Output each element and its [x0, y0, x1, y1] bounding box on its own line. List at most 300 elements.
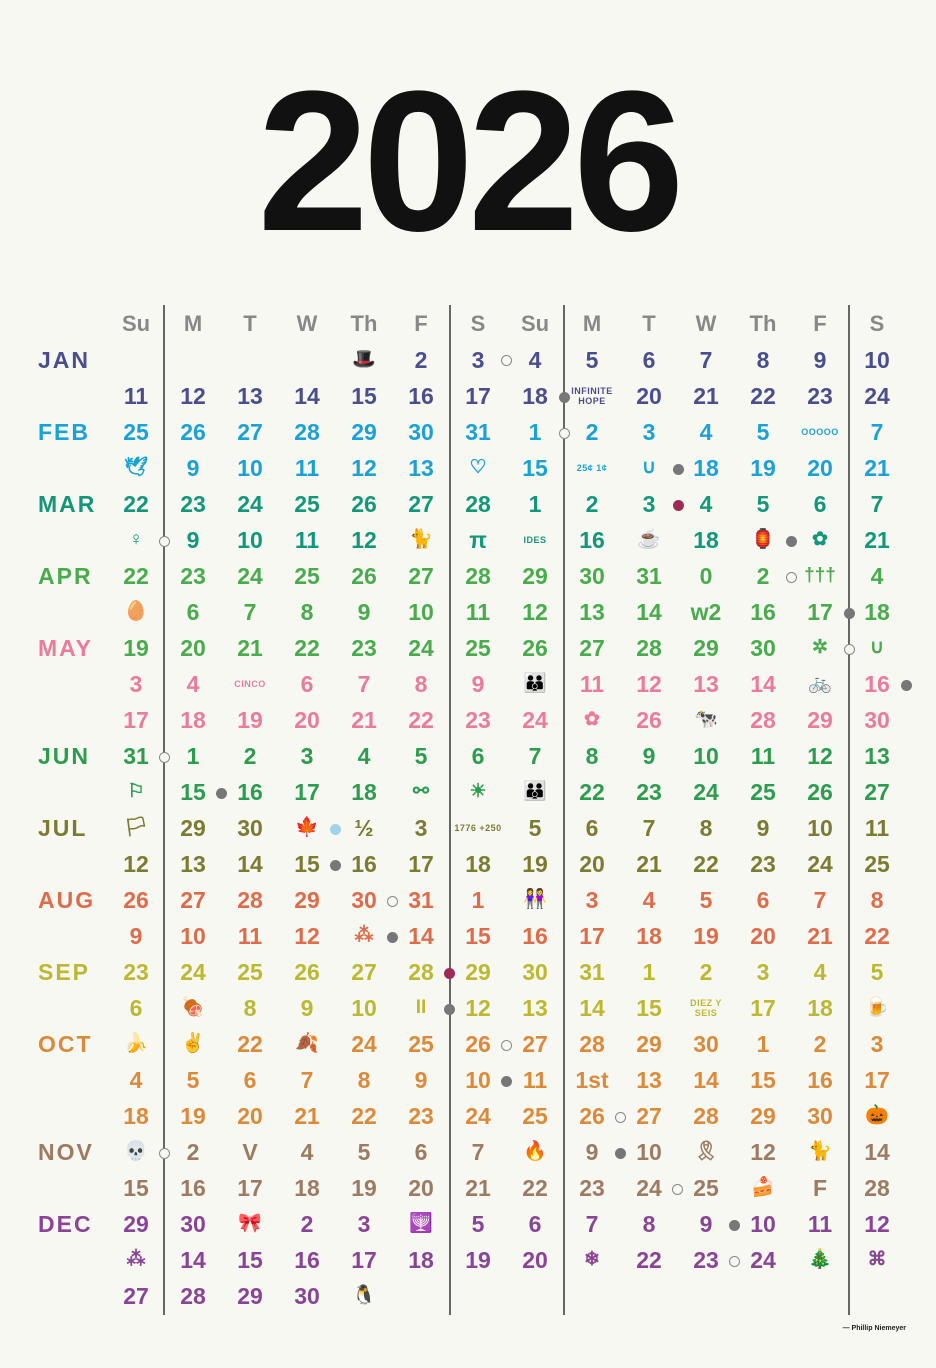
day-cell: 10 — [180, 923, 206, 949]
day-cell: 18 — [294, 1175, 320, 1201]
day-cell: 19 — [522, 851, 548, 877]
day-cell: 21 — [636, 851, 662, 877]
day-cell: 12 — [465, 995, 491, 1021]
day-cell: 28 — [465, 491, 491, 517]
holiday-icon: 🎃 — [865, 1105, 889, 1126]
day-cell: 22 — [237, 1031, 263, 1057]
day-cell: 4 — [528, 347, 542, 373]
day-cell: 27 — [123, 1283, 149, 1309]
day-cell: 11 — [522, 1067, 548, 1093]
holiday-icon: 👪 — [523, 673, 547, 694]
day-cell: 8 — [414, 671, 428, 697]
month-label: JAN — [38, 347, 91, 373]
day-cell: 28 — [465, 563, 491, 589]
day-cell: 12 — [351, 527, 377, 553]
day-cell: 6 — [300, 671, 314, 697]
day-cell: 11 — [579, 671, 605, 697]
day-cell: 12 — [864, 1211, 890, 1237]
day-cell: 15 — [750, 1067, 776, 1093]
day-cell: 13 — [237, 383, 263, 409]
moon-phase-icon — [330, 860, 341, 871]
day-cell: π — [469, 527, 487, 553]
day-cell: 10 — [636, 1139, 662, 1165]
day-cell: 22 — [123, 491, 149, 517]
day-cell: 5 — [756, 419, 770, 445]
day-cell: 17 — [750, 995, 776, 1021]
day-cell: 15 — [522, 455, 548, 481]
day-cell: 29 — [693, 635, 719, 661]
day-cell: 27 — [237, 419, 263, 445]
day-cell: 24 — [522, 707, 548, 733]
day-cell: 3 — [642, 419, 656, 445]
day-cell: 5 — [756, 491, 770, 517]
day-cell: 12 — [294, 923, 320, 949]
holiday-icon: 🕎 — [409, 1213, 433, 1234]
day-cell: 13 — [636, 1067, 662, 1093]
day-cell: 7 — [870, 419, 884, 445]
day-cell: 26 — [294, 959, 320, 985]
weekday-header: Su — [121, 311, 151, 336]
day-cell: 14 — [636, 599, 662, 625]
day-cell: 28 — [180, 1283, 206, 1309]
day-cell: 18 — [807, 995, 833, 1021]
day-cell: 24 — [693, 779, 719, 805]
day-cell: 19 — [123, 635, 149, 661]
holiday-icon: 🏮 — [751, 529, 775, 550]
day-cell: 8 — [585, 743, 599, 769]
moon-phase-icon — [501, 355, 512, 366]
moon-phase-icon — [615, 1112, 626, 1123]
day-cell: 27 — [408, 563, 434, 589]
day-cell: 14 — [408, 923, 434, 949]
day-cell: 28 — [636, 635, 662, 661]
day-cell: 23 — [180, 563, 206, 589]
day-cell: 5 — [585, 347, 599, 373]
day-cell: 19 — [750, 455, 776, 481]
moon-phase-icon — [159, 1148, 170, 1159]
holiday-icon: ❄ — [584, 1249, 600, 1270]
weekday-header: Su — [520, 311, 550, 336]
day-cell: 1 — [756, 1031, 770, 1057]
day-cell: 26 — [351, 563, 377, 589]
day-cell: 9 — [699, 1211, 713, 1237]
day-cell: 10 — [237, 527, 263, 553]
author-credit: — Phillip Niemeyer — [842, 1325, 906, 1332]
day-cell: 23 — [579, 1175, 605, 1201]
day-cell: 3 — [357, 1211, 371, 1237]
day-cell: 11 — [294, 455, 320, 481]
day-cell: 12 — [180, 383, 206, 409]
moon-phase-icon — [501, 1040, 512, 1051]
day-cell: 22 — [636, 1247, 662, 1273]
day-cell: 6 — [129, 995, 143, 1021]
moon-phase-icon — [786, 536, 797, 547]
holiday-icon: 1776 +250 — [454, 823, 502, 833]
holiday-icon: 🐧 — [352, 1285, 376, 1306]
day-cell: 1st — [575, 1067, 609, 1093]
day-cell: 23 — [807, 383, 833, 409]
holiday-icon: ⁂ — [126, 1249, 146, 1270]
day-cell: 26 — [579, 1103, 605, 1129]
day-cell: 21 — [237, 635, 263, 661]
holiday-icon: ♀ — [128, 529, 144, 550]
moon-phase-icon — [844, 608, 855, 619]
day-cell: 26 — [180, 419, 206, 445]
day-cell: 25 — [237, 959, 263, 985]
day-cell: 1 — [471, 887, 485, 913]
moon-phase-icon — [387, 932, 398, 943]
day-cell: 4 — [870, 563, 884, 589]
day-cell: 10 — [465, 1067, 491, 1093]
day-cell: 7 — [357, 671, 371, 697]
day-cell: 17 — [465, 383, 491, 409]
day-cell: 6 — [414, 1139, 428, 1165]
day-cell: 11 — [123, 383, 149, 409]
day-cell: 9 — [756, 815, 770, 841]
day-cell: 30 — [294, 1283, 320, 1309]
day-cell: 7 — [813, 887, 827, 913]
moon-phase-icon — [559, 428, 570, 439]
day-cell: 24 — [636, 1175, 662, 1201]
holiday-icon: 🍂 — [295, 1033, 319, 1054]
day-cell: 25 — [294, 491, 320, 517]
weekday-header: F — [813, 311, 827, 336]
day-cell: 12 — [750, 1139, 776, 1165]
day-cell: 4 — [300, 1139, 314, 1165]
day-cell: 2 — [414, 347, 428, 373]
holiday-icon: 🕊 — [123, 457, 149, 478]
weekday-header: T — [642, 311, 656, 336]
day-cell: 21 — [465, 1175, 491, 1201]
day-cell: 20 — [636, 383, 662, 409]
day-cell: 9 — [813, 347, 827, 373]
day-cell: 14 — [579, 995, 605, 1021]
day-cell: 19 — [465, 1247, 491, 1273]
day-cell: 29 — [180, 815, 206, 841]
day-cell: 18 — [180, 707, 206, 733]
day-cell: 8 — [357, 1067, 371, 1093]
day-cell: 18 — [123, 1103, 149, 1129]
day-cell: 4 — [357, 743, 371, 769]
holiday-icon: ✿ — [584, 709, 600, 730]
day-cell: 9 — [414, 1067, 428, 1093]
day-cell: 26 — [522, 635, 548, 661]
day-cell: 6 — [186, 599, 200, 625]
day-cell: 9 — [300, 995, 314, 1021]
day-cell: 17 — [123, 707, 149, 733]
day-cell: 5 — [186, 1067, 200, 1093]
day-cell: 18 — [408, 1247, 434, 1273]
day-cell: 29 — [522, 563, 548, 589]
day-cell: 6 — [756, 887, 770, 913]
day-cell: 7 — [300, 1067, 314, 1093]
day-cell: w2 — [690, 599, 722, 625]
holiday-icon: ✲ — [812, 637, 828, 658]
holiday-icon: ✿ — [812, 529, 828, 550]
day-cell: 9 — [129, 923, 143, 949]
day-cell: 29 — [636, 1031, 662, 1057]
day-cell: 19 — [351, 1175, 377, 1201]
day-cell: 4 — [129, 1067, 143, 1093]
day-cell: 6 — [642, 347, 656, 373]
weekday-header: M — [582, 311, 602, 336]
day-cell: 18 — [522, 383, 548, 409]
day-cell: 24 — [237, 563, 263, 589]
holiday-icon: 🎀 — [238, 1213, 262, 1234]
day-cell: 30 — [351, 887, 377, 913]
day-cell: 17 — [408, 851, 434, 877]
day-cell: 30 — [579, 563, 605, 589]
day-cell: 24 — [807, 851, 833, 877]
day-cell: 7 — [585, 1211, 599, 1237]
day-cell: 20 — [294, 707, 320, 733]
day-cell: 14 — [180, 1247, 206, 1273]
month-label: JUN — [38, 743, 91, 769]
moon-phase-icon — [444, 1004, 455, 1015]
day-cell: 30 — [864, 707, 890, 733]
day-cell: 22 — [408, 707, 434, 733]
day-cell: 2 — [756, 563, 770, 589]
day-cell: 23 — [351, 635, 377, 661]
month-label: SEP — [38, 959, 91, 985]
day-cell: 14 — [237, 851, 263, 877]
day-cell: 28 — [864, 1175, 890, 1201]
day-cell: 23 — [750, 851, 776, 877]
day-cell: 6 — [471, 743, 485, 769]
weekday-header: W — [296, 311, 318, 336]
holiday-icon: ☀ — [469, 781, 487, 802]
day-cell: 9 — [471, 671, 485, 697]
holiday-icon: OOOOO — [801, 427, 839, 437]
day-cell: 25 — [294, 563, 320, 589]
day-cell: 22 — [123, 563, 149, 589]
day-cell: 4 — [699, 491, 713, 517]
day-cell: 29 — [465, 959, 491, 985]
day-cell: 19 — [237, 707, 263, 733]
day-cell: 16 — [807, 1067, 833, 1093]
day-cell: 20 — [408, 1175, 434, 1201]
day-cell: 22 — [864, 923, 890, 949]
holiday-icon: 🍌 — [124, 1033, 148, 1054]
weekday-header: Th — [350, 311, 378, 336]
holiday-icon: 25¢ 1¢ — [576, 463, 608, 473]
month-label: APR — [38, 563, 93, 589]
day-cell: 13 — [693, 671, 719, 697]
day-cell: 13 — [408, 455, 434, 481]
day-cell: 21 — [351, 707, 377, 733]
day-cell: 5 — [471, 1211, 485, 1237]
day-cell: 26 — [636, 707, 662, 733]
day-cell: 23 — [123, 959, 149, 985]
day-cell: 25 — [465, 635, 491, 661]
day-cell: 9 — [585, 1139, 599, 1165]
day-cell: 4 — [699, 419, 713, 445]
day-cell: 10 — [807, 815, 833, 841]
day-cell: 17 — [864, 1067, 890, 1093]
weekday-header: M — [183, 311, 203, 336]
day-cell: 2 — [585, 491, 599, 517]
moon-phase-icon — [615, 1148, 626, 1159]
holiday-icon: ⌘ — [867, 1249, 887, 1270]
day-cell: 15 — [237, 1247, 263, 1273]
day-cell: ½ — [354, 815, 374, 841]
day-cell: 20 — [750, 923, 776, 949]
month-label: AUG — [38, 887, 96, 913]
moon-phase-icon — [216, 788, 227, 799]
day-cell: 24 — [408, 635, 434, 661]
day-cell: 2 — [243, 743, 257, 769]
day-cell: 16 — [408, 383, 434, 409]
day-cell: 30 — [237, 815, 263, 841]
moon-phase-icon — [559, 392, 570, 403]
day-cell: 16 — [522, 923, 548, 949]
day-cell: 29 — [294, 887, 320, 913]
year-title: 2026 — [257, 50, 679, 273]
day-cell: 1 — [528, 419, 542, 445]
day-cell: 29 — [123, 1211, 149, 1237]
day-cell: 31 — [408, 887, 434, 913]
day-cell: 27 — [579, 635, 605, 661]
day-cell: 22 — [579, 779, 605, 805]
day-cell: 8 — [756, 347, 770, 373]
day-cell: 18 — [636, 923, 662, 949]
holiday-icon: 🍁 — [295, 817, 319, 838]
day-cell: 18 — [351, 779, 377, 805]
day-cell: 3 — [756, 959, 770, 985]
day-cell: 20 — [180, 635, 206, 661]
holiday-icon: 🐈 — [808, 1141, 832, 1162]
holiday-icon: ⚯ — [413, 781, 429, 802]
day-cell: 3 — [585, 887, 599, 913]
day-cell: 5 — [414, 743, 428, 769]
day-cell: 15 — [123, 1175, 149, 1201]
moon-phase-icon — [729, 1256, 740, 1267]
holiday-icon: ✌ — [181, 1033, 205, 1054]
day-cell: 15 — [180, 779, 206, 805]
day-cell: 13 — [864, 743, 890, 769]
day-cell: 1 — [642, 959, 656, 985]
day-cell: 6 — [813, 491, 827, 517]
weekday-header: F — [414, 311, 428, 336]
holiday-icon: ☕ — [637, 529, 661, 550]
day-cell: 3 — [870, 1031, 884, 1057]
day-cell: 18 — [693, 527, 719, 553]
holiday-icon: 💀 — [124, 1141, 148, 1162]
day-cell: 18 — [864, 599, 890, 625]
day-cell: 4 — [642, 887, 656, 913]
day-cell: 28 — [294, 419, 320, 445]
holiday-icon: ⁂ — [354, 925, 374, 946]
month-label: JUL — [38, 815, 88, 841]
day-cell: 8 — [642, 1211, 656, 1237]
day-cell: 20 — [237, 1103, 263, 1129]
day-cell: 6 — [585, 815, 599, 841]
day-cell: 25 — [123, 419, 149, 445]
day-cell: 8 — [300, 599, 314, 625]
day-cell: 27 — [351, 959, 377, 985]
moon-phase-icon — [672, 1184, 683, 1195]
holiday-icon: CINCO — [234, 679, 266, 689]
day-cell: 14 — [693, 1067, 719, 1093]
day-cell: 11 — [465, 599, 491, 625]
day-cell: V — [242, 1139, 258, 1165]
day-cell: 5 — [357, 1139, 371, 1165]
day-cell: 14 — [864, 1139, 890, 1165]
holiday-icon: ∪ — [642, 457, 656, 478]
day-cell: 1 — [186, 743, 200, 769]
day-cell: 19 — [693, 923, 719, 949]
day-cell: 12 — [351, 455, 377, 481]
holiday-icon: 🎩 — [352, 349, 376, 370]
moon-phase-icon — [844, 644, 855, 655]
day-cell: 16 — [180, 1175, 206, 1201]
day-cell: 2 — [186, 1139, 200, 1165]
day-cell: 13 — [579, 599, 605, 625]
day-cell: 20 — [807, 455, 833, 481]
day-cell: 23 — [408, 1103, 434, 1129]
moon-phase-icon — [673, 464, 684, 475]
day-cell: 7 — [870, 491, 884, 517]
day-cell: 24 — [351, 1031, 377, 1057]
day-cell: 20 — [579, 851, 605, 877]
day-cell: 17 — [294, 779, 320, 805]
day-cell: 9 — [186, 527, 200, 553]
day-cell: 11 — [237, 923, 263, 949]
holiday-icon: 👭 — [523, 889, 547, 910]
month-label: FEB — [38, 419, 90, 445]
day-cell: 27 — [408, 491, 434, 517]
day-cell: 26 — [807, 779, 833, 805]
day-cell: 2 — [300, 1211, 314, 1237]
day-cell: 13 — [522, 995, 548, 1021]
day-cell: 26 — [123, 887, 149, 913]
holiday-icon: INFINITE HOPE — [571, 386, 613, 406]
day-cell: 3 — [414, 815, 428, 841]
holiday-icon: 👪 — [523, 781, 547, 802]
day-cell: 23 — [693, 1247, 719, 1273]
moon-phase-icon — [387, 896, 398, 907]
day-cell: 25 — [864, 851, 890, 877]
day-cell: 22 — [522, 1175, 548, 1201]
moon-phase-icon — [901, 680, 912, 691]
weekday-header: Th — [749, 311, 777, 336]
day-cell: 24 — [864, 383, 890, 409]
weekday-header: T — [243, 311, 257, 336]
day-cell: 16 — [579, 527, 605, 553]
day-cell: 11 — [294, 527, 320, 553]
month-label: MAY — [38, 635, 93, 661]
day-cell: 26 — [465, 1031, 491, 1057]
day-cell: 7 — [642, 815, 656, 841]
day-cell: 12 — [522, 599, 548, 625]
moon-phase-icon — [159, 752, 170, 763]
holiday-icon: 🍰 — [751, 1177, 775, 1198]
day-cell: 23 — [180, 491, 206, 517]
day-cell: 9 — [357, 599, 371, 625]
moon-phase-icon — [330, 824, 341, 835]
day-cell: 10 — [351, 995, 377, 1021]
day-cell: 21 — [807, 923, 833, 949]
day-cell: 0 — [699, 563, 713, 589]
holiday-icon: ♡ — [469, 457, 487, 478]
moon-phase-icon — [673, 500, 684, 511]
day-cell: 7 — [471, 1139, 485, 1165]
day-cell: 8 — [243, 995, 257, 1021]
day-cell: 30 — [750, 635, 776, 661]
day-cell: 30 — [408, 419, 434, 445]
day-cell: 5 — [699, 887, 713, 913]
day-cell: 11 — [807, 1211, 833, 1237]
